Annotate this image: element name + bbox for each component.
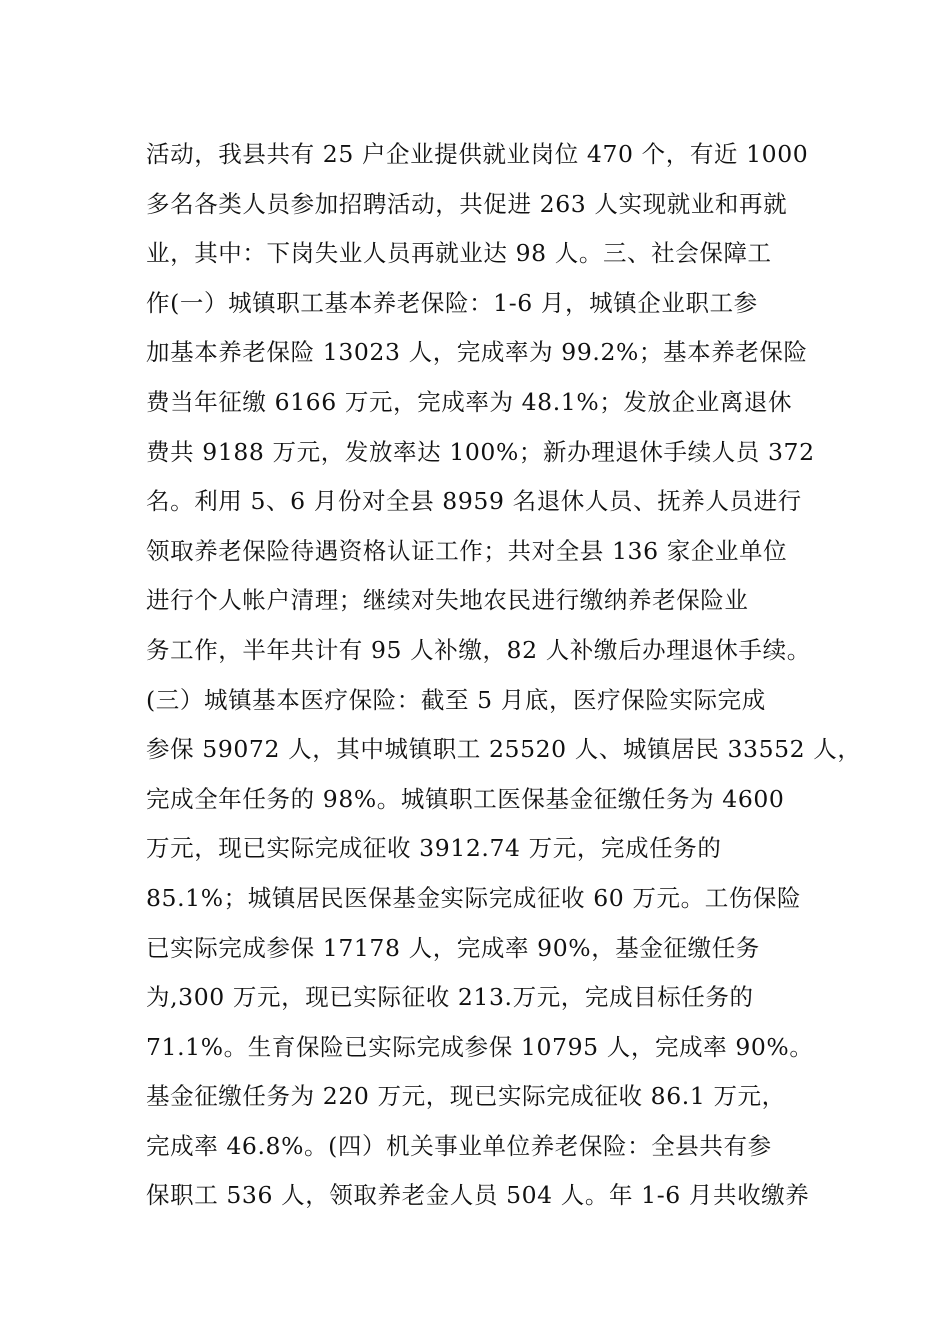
text-line: 保职工 536 人，领取养老金人员 504 人。年 1-6 月共收缴养 [146, 1181, 810, 1210]
text-line: 参保 59072 人，其中城镇职工 25520 人、城镇居民 33552 人， [146, 735, 862, 764]
text-line: 71.1%。生育保险已实际完成参保 10795 人，完成率 90%。 [146, 1032, 814, 1061]
text-line: 已实际完成参保 17178 人，完成率 90%，基金征缴任务 [146, 933, 760, 962]
body-paragraph [146, 133, 862, 1224]
text-line: 完成全年任务的 98%。城镇职工医保基金征缴任务为 4600 [146, 784, 785, 813]
text-line: 费共 9188 万元，发放率达 100%；新办理退休手续人员 372 [146, 437, 815, 466]
text-line: 85.1%；城镇居民医保基金实际完成征收 60 万元。工伤保险 [146, 883, 802, 912]
text-line: 基金征缴任务为 220 万元，现已实际完成征收 86.1 万元， [146, 1082, 786, 1111]
text-line: (三）城镇基本医疗保险：截至 5 月底，医疗保险实际完成 [146, 685, 766, 714]
text-line: 多名各类人员参加招聘活动，共促进 263 人实现就业和再就 [146, 189, 788, 218]
text-line: 加基本养老保险 13023 人，完成率为 99.2%；基本养老保险 [146, 338, 808, 367]
text-line: 名。利用 5、6 月份对全县 8959 名退休人员、抚养人员进行 [146, 487, 802, 516]
text-line: 万元，现已实际完成征收 3912.74 万元，完成任务的 [146, 834, 722, 863]
text-line: 为,300 万元，现已实际征收 213.万元，完成目标任务的 [146, 983, 754, 1012]
text-line: 进行个人帐户清理；继续对失地农民进行缴纳养老保险业 [146, 586, 749, 615]
text-line: 务工作，半年共计有 95 人补缴，82 人补缴后办理退休手续。 [146, 635, 811, 664]
text-line: 活动，我县共有 25 户企业提供就业岗位 470 个，有近 1000 [146, 140, 809, 168]
text-line: 作(一）城镇职工基本养老保险：1-6 月，城镇企业职工参 [146, 288, 758, 317]
text-line: 费当年征缴 6166 万元，完成率为 48.1%；发放企业离退休 [146, 387, 793, 416]
text-line: 完成率 46.8%。(四）机关事业单位养老保险：全县共有参 [146, 1131, 772, 1160]
text-line: 业，其中：下岗失业人员再就业达 98 人。三、社会保障工 [146, 239, 772, 268]
text-line: 领取养老保险待遇资格认证工作；共对全县 136 家企业单位 [146, 536, 788, 565]
